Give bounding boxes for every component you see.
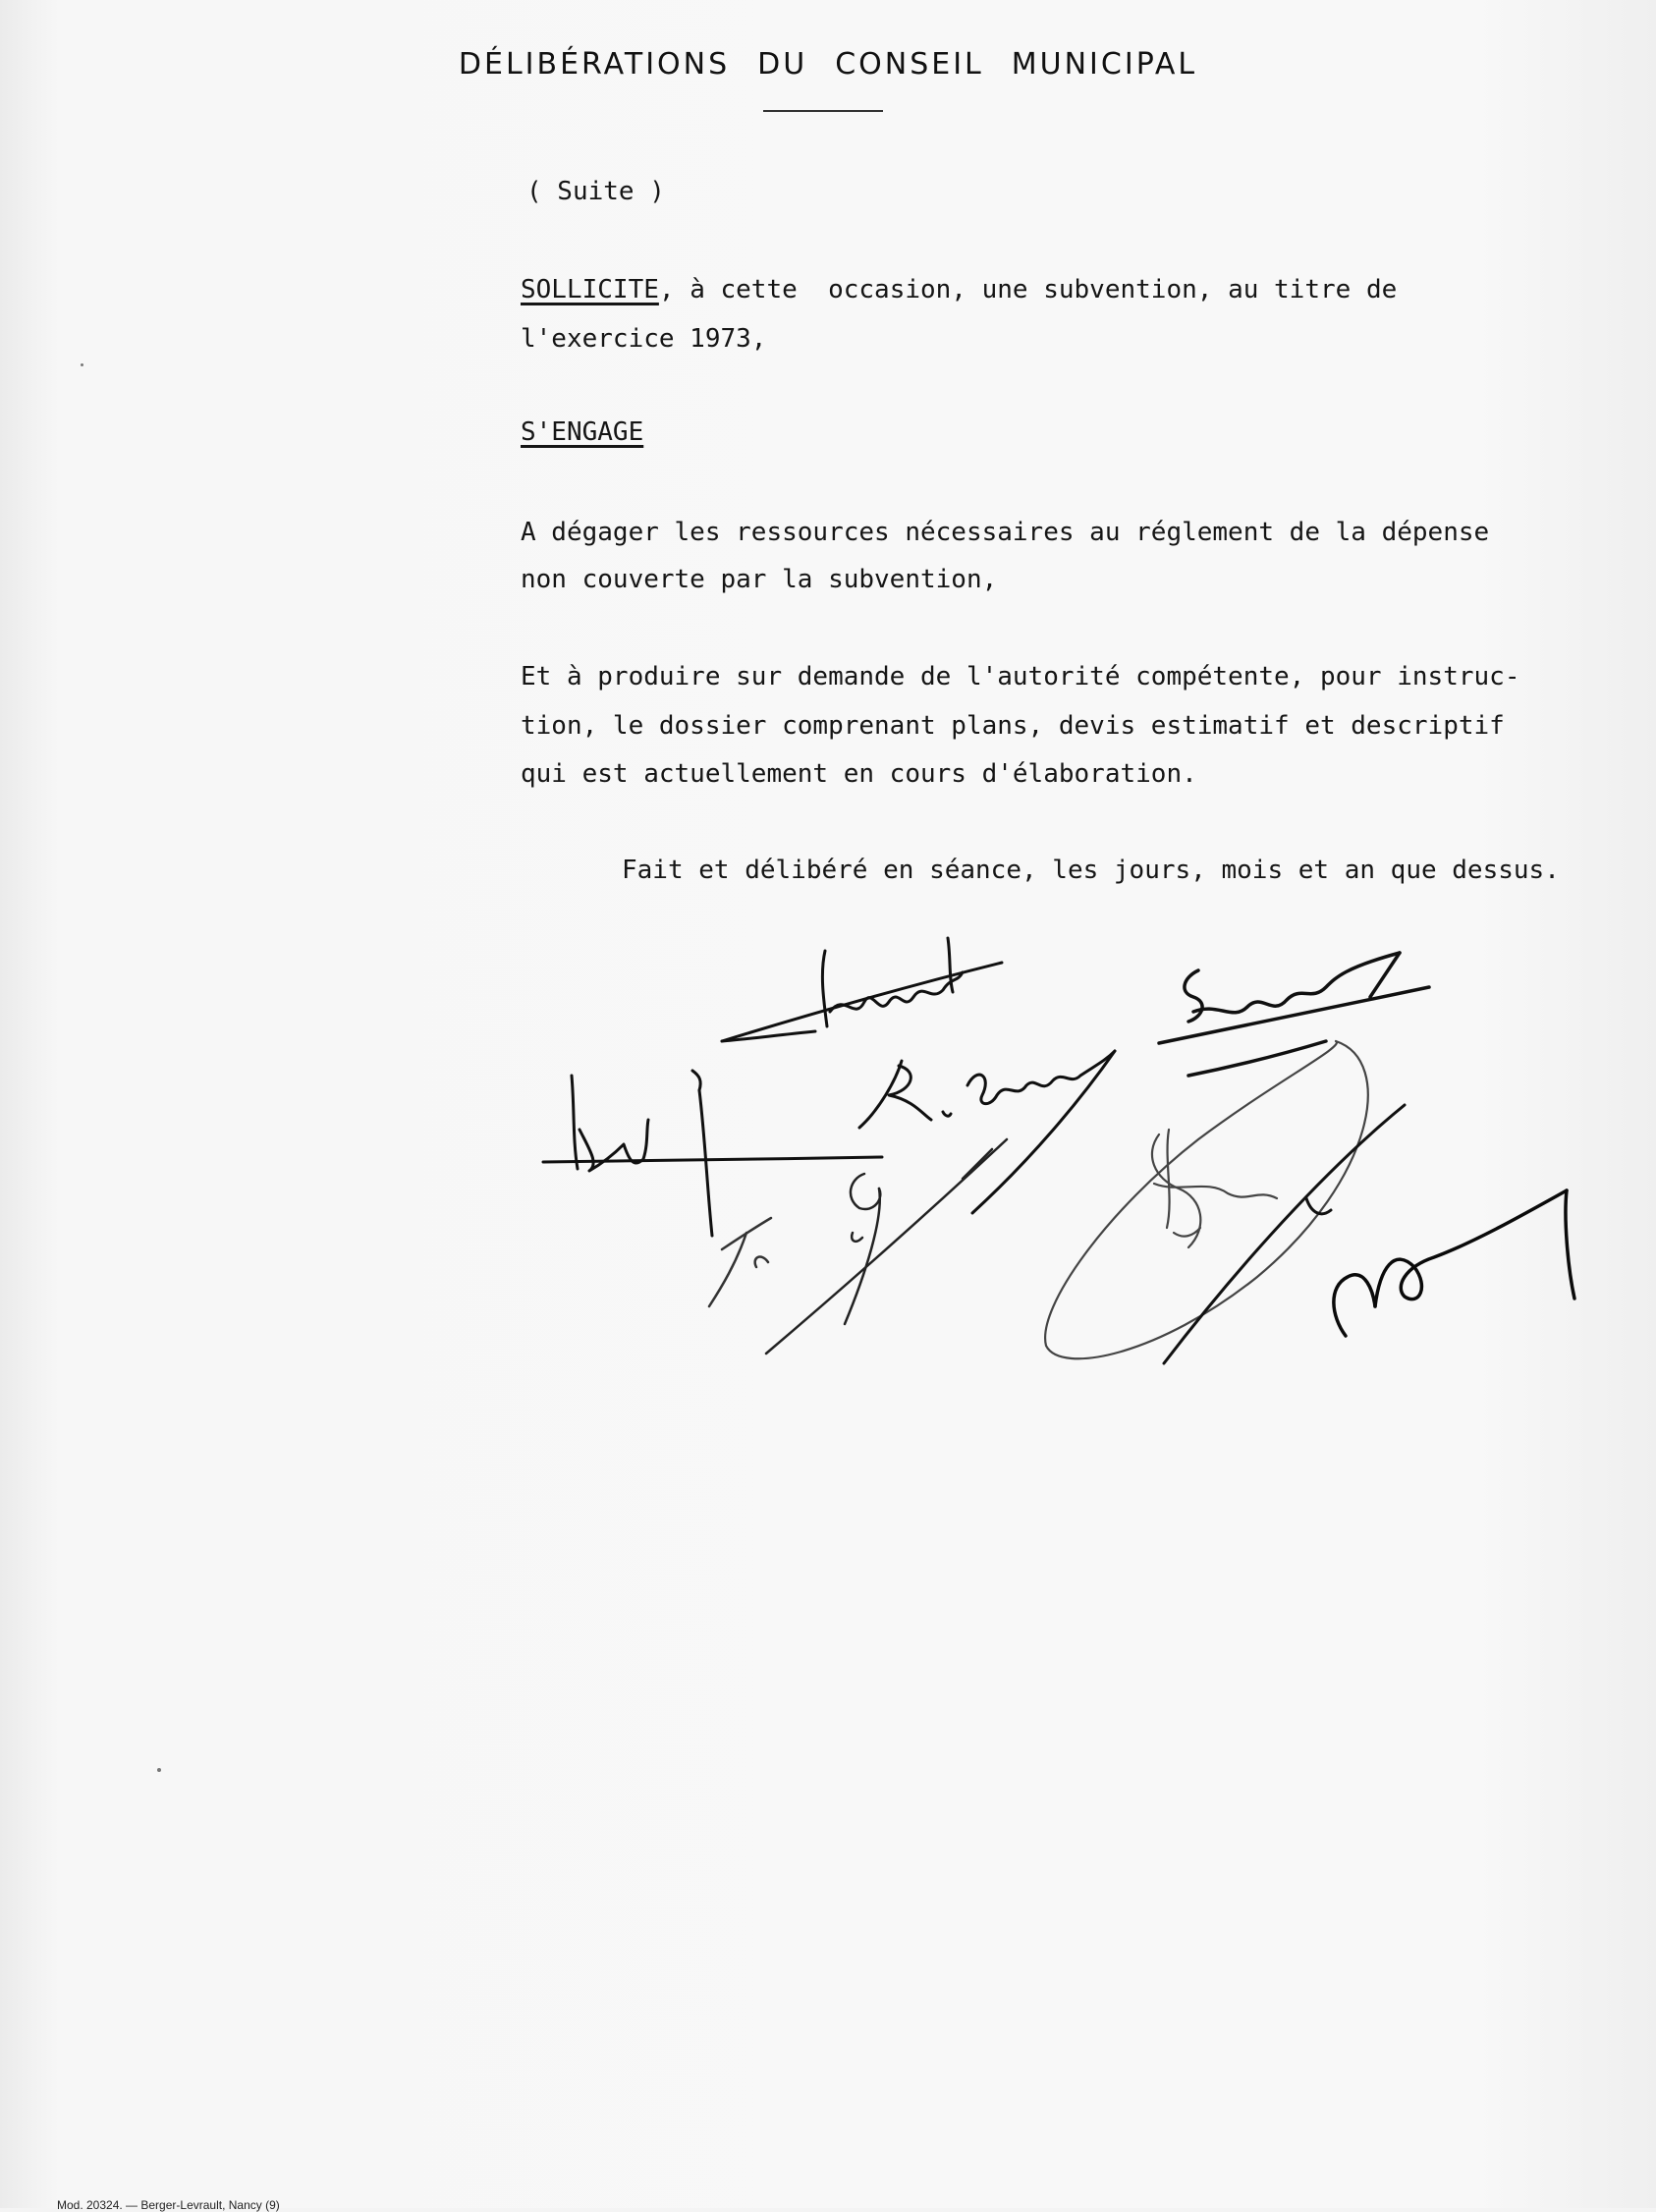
title-word: DU (757, 47, 808, 82)
title-word: MUNICIPAL (1011, 47, 1198, 82)
signature-9 (1334, 1190, 1574, 1336)
closing-formula: Fait et délibéré en séance, les jours, mois et an que dessus. (622, 856, 1560, 885)
sollicite-text: , à cette occasion, une subvention, au titre de (658, 275, 1398, 304)
signature-2 (1159, 953, 1429, 1076)
signature-6 (766, 1139, 1007, 1354)
sengage-keyword: S'ENGAGE (521, 417, 644, 447)
paper-speck (81, 363, 83, 366)
produire-paragraph-line3: qui est actuellement en cours d'élaboration. (521, 759, 1197, 789)
produire-paragraph-line2: tion, le dossier comprenant plans, devis estimatif et descriptif (521, 711, 1505, 741)
title-word: DÉLIBÉRATIONS (458, 47, 731, 82)
signature-5 (709, 1218, 771, 1306)
sollicite-keyword: SOLLICITE (521, 275, 659, 304)
title-word: CONSEIL (835, 47, 984, 82)
paper-speck (157, 1768, 161, 1772)
degager-paragraph-line1: A dégager les ressources nécessaires au réglement de la dépense (521, 518, 1490, 547)
sollicite-paragraph-line2: l'exercice 1973, (521, 324, 767, 354)
signature-3 (859, 1051, 1115, 1213)
signature-1 (722, 938, 1002, 1041)
produire-paragraph-line1: Et à produire sur demande de l'autorité compétente, pour instruc- (521, 662, 1520, 691)
signature-4 (543, 1071, 882, 1236)
signature-8 (1164, 1105, 1405, 1363)
continuation-label: ( Suite ) (526, 177, 665, 206)
degager-paragraph-line2: non couverte par la subvention, (521, 565, 998, 594)
form-reference: Mod. 20324. — Berger-Levrault, Nancy (9) (57, 2198, 280, 2212)
